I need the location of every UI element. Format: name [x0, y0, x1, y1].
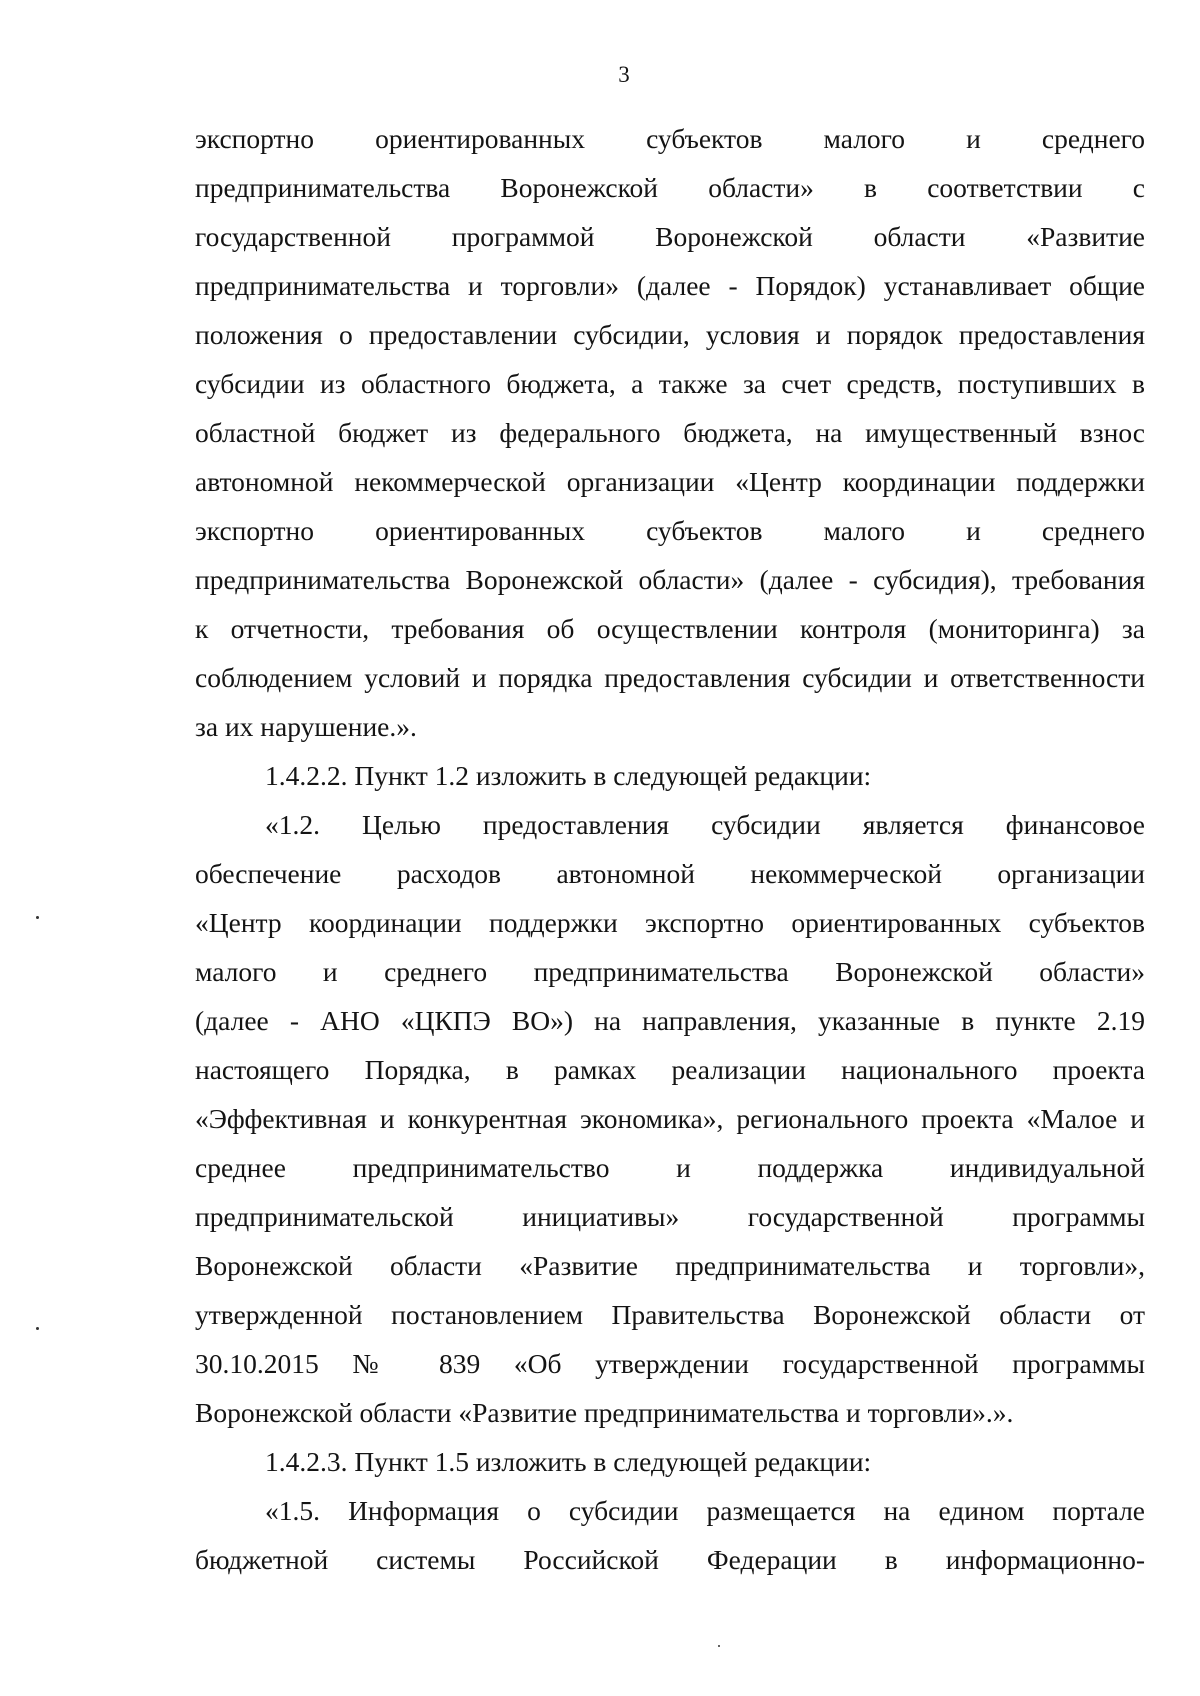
text-line: экспортно ориентированных субъектов малого и среднего — [195, 123, 1145, 154]
text-line: настоящего Порядка, в рамках реализации национального проекта — [195, 1054, 1145, 1085]
scan-speck — [36, 916, 39, 919]
text-line: предпринимательства Воронежской области» (далее - субсидия), требования — [195, 564, 1145, 595]
text-line: бюджетной системы Российской Федерации в информационно- — [195, 1544, 1145, 1575]
text-line: предпринимательства и торговли» (далее - Порядок) устанавливает общие — [195, 270, 1145, 301]
text-line: «1.2. Целью предоставления субсидии является финансовое — [265, 809, 1145, 840]
text-line: 30.10.2015 № 839 «Об утверждении государственной программы — [195, 1348, 1145, 1379]
text-line: государственной программой Воронежской области «Развитие — [195, 221, 1145, 252]
text-line: «Центр координации поддержки экспортно ориентированных субъектов — [195, 907, 1145, 938]
document-body — [195, 114, 1145, 1584]
text-line: «Эффективная и конкурентная экономика», регионального проекта «Малое и — [195, 1103, 1145, 1134]
scan-speck — [36, 1327, 39, 1330]
text-line: среднее предпринимательство и поддержка индивидуальной — [195, 1152, 1145, 1183]
text-line: положения о предоставлении субсидии, условия и порядок предоставления — [195, 319, 1145, 350]
text-line: Воронежской области «Развитие предпринимательства и торговли», — [195, 1250, 1145, 1281]
text-line: за их нарушение.». — [195, 711, 417, 742]
text-line: (далее - АНО «ЦКПЭ ВО») на направления, указанные в пункте 2.19 — [195, 1005, 1145, 1036]
page-number: 3 — [618, 62, 630, 87]
text-line: малого и среднего предпринимательства Воронежской области» — [195, 956, 1145, 987]
text-line: субсидии из областного бюджета, а также за счет средств, поступивших в — [195, 368, 1145, 399]
text-line: экспортно ориентированных субъектов малого и среднего — [195, 515, 1145, 546]
text-line: 1.4.2.2. Пункт 1.2 изложить в следующей редакции: — [265, 760, 872, 791]
text-line: предпринимательства Воронежской области» в соответствии с — [195, 172, 1145, 203]
text-line: «1.5. Информация о субсидии размещается на едином портале — [265, 1495, 1145, 1526]
text-line: к отчетности, требования об осуществлении контроля (мониторинга) за — [195, 613, 1145, 644]
text-line: утвержденной постановлением Правительства Воронежской области от — [195, 1299, 1145, 1330]
text-line: обеспечение расходов автономной некоммерческой организации — [195, 858, 1145, 889]
text-line: Воронежской области «Развитие предпринимательства и торговли».». — [195, 1397, 1014, 1428]
scan-speck — [718, 1645, 720, 1647]
text-line: предпринимательской инициативы» государственной программы — [195, 1201, 1145, 1232]
text-line: автономной некоммерческой организации «Центр координации поддержки — [195, 466, 1145, 497]
text-line: соблюдением условий и порядка предоставления субсидии и ответственности — [195, 662, 1145, 693]
text-line: 1.4.2.3. Пункт 1.5 изложить в следующей редакции: — [265, 1446, 872, 1477]
text-line: областной бюджет из федерального бюджета, на имущественный взнос — [195, 417, 1145, 448]
